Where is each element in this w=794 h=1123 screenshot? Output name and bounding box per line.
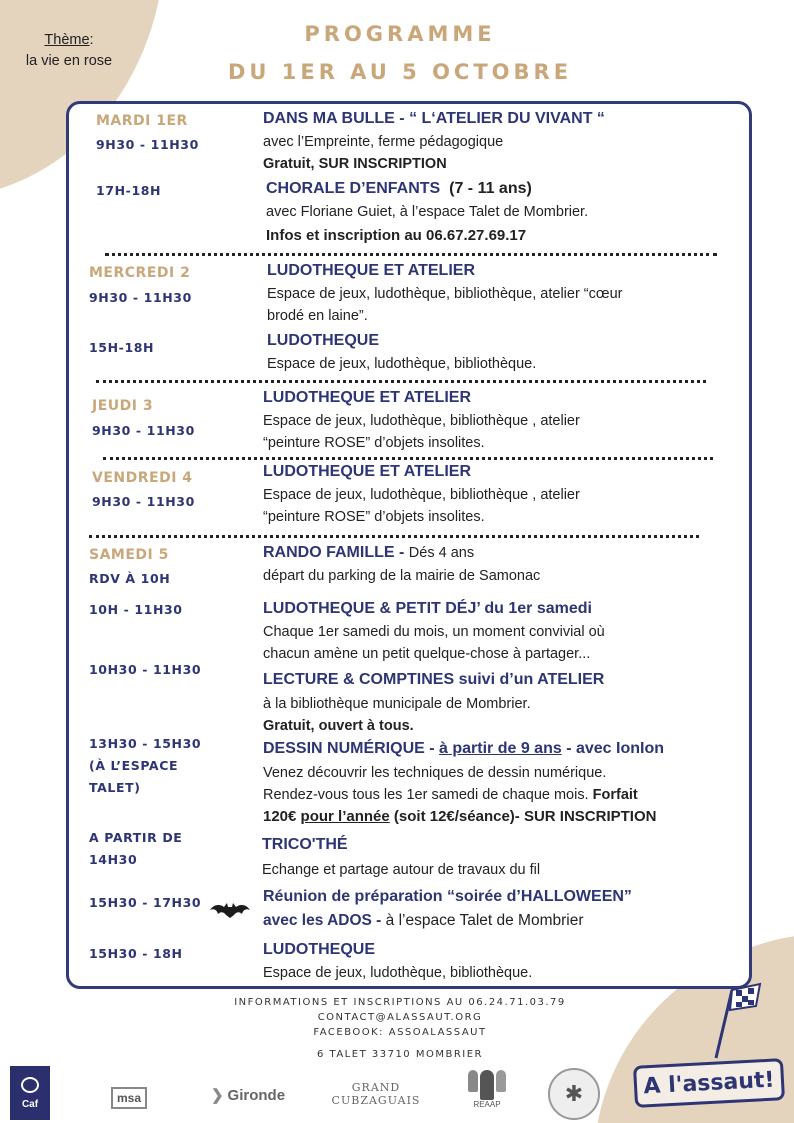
activity-samedi-6-ados: avec les ADOS -: [263, 912, 382, 929]
divider: [96, 380, 706, 383]
activity-mercredi-2-title: LUDOTHEQUE: [267, 332, 379, 349]
activity-samedi-3-title: LECTURE & COMPTINES suivi d’un ATELIER: [263, 671, 605, 688]
msa-logo: [98, 1080, 160, 1116]
activity-samedi-6-line2: [263, 910, 584, 932]
pinwheel-icon: ✱: [564, 1081, 584, 1106]
divider: [103, 457, 713, 460]
activity-samedi-4-host: - avec IonIon: [566, 740, 664, 757]
day-samedi: SAMEDI 5: [89, 547, 169, 563]
footer-phone: INFORMATIONS ET INSCRIPTIONS AU 06.24.71.03.79: [234, 997, 566, 1008]
time-mardi-2: 17H-18H: [96, 183, 162, 198]
activity-samedi-5-line1: Echange et partage autour de travaux du fil: [262, 862, 541, 878]
activity-samedi-1-name: RANDO FAMILLE -: [263, 544, 405, 561]
theme-note: [14, 30, 124, 72]
activity-samedi-4-line2-text: Rendez-vous tous les 1er samedi de chaque mois.: [263, 787, 589, 803]
alassaut-logo: [633, 1058, 785, 1108]
activity-samedi-4-line2: [263, 784, 638, 806]
time-samedi-4-line2: (À L’ESPACE: [89, 758, 179, 773]
activity-samedi-1-title: [263, 544, 474, 562]
reaap-logo: [454, 1062, 520, 1116]
msa-logo-text: msa: [111, 1087, 147, 1109]
activity-samedi-4-forfait: Forfait: [592, 787, 638, 803]
title-programme: PROGRAMME: [304, 22, 496, 46]
activity-mardi-2-title: [266, 180, 532, 198]
time-samedi-6: 15H30 - 17H30: [89, 895, 202, 910]
caf-logo: [10, 1066, 50, 1120]
activity-vendredi-1-line2: “peinture ROSE” d’objets insolites.: [263, 509, 485, 525]
time-vendredi-1: 9H30 - 11H30: [92, 494, 195, 509]
time-mercredi-2: 15H-18H: [89, 340, 155, 355]
people-icon: [468, 1070, 506, 1100]
reaap-logo-text: REAAP: [473, 1099, 501, 1109]
grand-cubzaguais-logo: [326, 1078, 426, 1110]
activity-jeudi-1-line2: “peinture ROSE” d’objets insolites.: [263, 435, 485, 451]
day-vendredi: VENDREDI 4: [92, 470, 193, 486]
time-samedi-7: 15H30 - 18H: [89, 946, 183, 961]
activity-mardi-2-line1: avec Floriane Guiet, à l’espace Talet de Mombrier.: [266, 204, 589, 220]
activity-samedi-4-title: [263, 740, 664, 758]
activity-jeudi-1-title: LUDOTHEQUE ET ATELIER: [263, 389, 471, 406]
day-jeudi: JEUDI 3: [92, 398, 154, 414]
activity-samedi-7-line1: Espace de jeux, ludothèque, bibliothèque.: [263, 965, 533, 981]
caf-logo-text: Caf: [21, 1098, 39, 1110]
time-samedi-2: 10H - 11H30: [89, 602, 183, 617]
time-samedi-4-line3: TALET): [89, 780, 141, 795]
activity-samedi-1-age: Dés 4 ans: [408, 545, 475, 561]
activity-samedi-3-line1: à la bibliothèque municipale de Mombrier.: [263, 696, 531, 712]
time-samedi-3: 10H30 - 11H30: [89, 662, 202, 677]
activity-samedi-2-line2: chacun amène un petit quelque-chose à partager...: [263, 646, 591, 662]
time-mercredi-1: 9H30 - 11H30: [89, 290, 192, 305]
time-samedi-5-line2: 14H30: [89, 852, 138, 867]
activity-samedi-6-title: Réunion de préparation “soirée d’HALLOWEEN”: [263, 888, 632, 905]
activity-mardi-1-title: DANS MA BULLE - “ L‘ATELIER DU VIVANT “: [263, 110, 605, 127]
theme-value: la vie en rose: [25, 53, 113, 69]
divider: [105, 253, 717, 256]
gironde-logo: [200, 1082, 296, 1108]
activity-mercredi-1-title: LUDOTHEQUE ET ATELIER: [267, 262, 475, 279]
theme-label: Thème: [44, 32, 90, 48]
gironde-logo-text: Gironde: [227, 1086, 286, 1104]
caf-emblem-icon: [21, 1077, 39, 1093]
divider: [89, 535, 699, 538]
activity-samedi-1-line1: départ du parking de la mairie de Samonac: [263, 568, 541, 584]
footer-facebook: FACEBOOK: ASSOALASSAUT: [313, 1027, 487, 1038]
activity-mardi-2-age: (7 - 11 ans): [449, 180, 532, 197]
cubzaguais-line2: CUBZAGUAIS: [331, 1094, 421, 1107]
activity-samedi-4-age: à partir de 9 ans: [439, 740, 562, 757]
day-mardi: MARDI 1ER: [96, 113, 188, 129]
activity-mercredi-1-line2: brodé en laine”.: [267, 308, 368, 324]
activity-samedi-2-line1: Chaque 1er samedi du mois, un moment convivial où: [263, 624, 605, 640]
bat-icon: [208, 898, 252, 920]
cubzaguais-line1: GRAND: [351, 1081, 401, 1094]
activity-jeudi-1-line1: Espace de jeux, ludothèque, bibliothèque , atelier: [263, 413, 580, 429]
time-mardi-1: 9H30 - 11H30: [96, 137, 199, 152]
activity-samedi-4-name: DESSIN NUMÉRIQUE -: [263, 740, 435, 757]
activity-samedi-4-price: 120€: [263, 808, 297, 825]
activity-mercredi-2-line1: Espace de jeux, ludothèque, bibliothèque.: [267, 356, 537, 372]
activity-samedi-6-place: à l’espace Talet de Mombrier: [385, 912, 584, 929]
title-dates: DU 1ER AU 5 OCTOBRE: [227, 60, 573, 84]
activity-mardi-1-line1: avec l’Empreinte, ferme pédagogique: [263, 134, 504, 150]
gironde-arrow-icon: ❯: [210, 1087, 224, 1104]
activity-samedi-7-title: LUDOTHEQUE: [263, 941, 375, 958]
theme-colon: :: [89, 32, 94, 48]
flag-icon: [708, 980, 768, 1060]
activity-samedi-4-line1: Venez découvrir les techniques de dessin numérique.: [263, 765, 607, 781]
activity-mardi-2-name: CHORALE D’ENFANTS: [266, 180, 441, 197]
time-samedi-5: [89, 827, 182, 871]
time-samedi-5-line1: A PARTIR DE: [89, 830, 183, 845]
activity-samedi-4-line3: [263, 806, 656, 828]
activity-samedi-3-line2: Gratuit, ouvert à tous.: [263, 718, 414, 734]
alassaut-logo-text: A l'assaut!: [642, 1067, 776, 1099]
activity-samedi-4-period: pour l’année: [300, 808, 390, 825]
pinwheel-logo: [548, 1068, 600, 1120]
time-jeudi-1: 9H30 - 11H30: [92, 423, 195, 438]
activity-mardi-2-line2: Infos et inscription au 06.67.27.69.17: [266, 227, 527, 244]
time-samedi-4-line1: 13H30 - 15H30: [89, 736, 202, 751]
day-mercredi: MERCREDI 2: [89, 265, 191, 281]
activity-mercredi-1-line1: Espace de jeux, ludothèque, bibliothèque, atelier “cœur: [267, 286, 623, 302]
time-samedi-1: RDV À 10H: [89, 571, 171, 586]
activity-vendredi-1-title: LUDOTHEQUE ET ATELIER: [263, 463, 471, 480]
activity-samedi-5-title: TRICO'THÉ: [262, 836, 348, 853]
footer-email: CONTACT@ALASSAUT.ORG: [317, 1012, 483, 1023]
activity-samedi-4-detail: (soit 12€/séance)- SUR INSCRIPTION: [393, 808, 657, 825]
time-samedi-4: [89, 733, 201, 799]
activity-samedi-2-title: LUDOTHEQUE & PETIT DÉJ’ du 1er samedi: [263, 600, 592, 617]
activity-mardi-1-line2: Gratuit, SUR INSCRIPTION: [263, 156, 447, 172]
footer-address: 6 TALET 33710 MOMBRIER: [316, 1049, 484, 1060]
activity-vendredi-1-line1: Espace de jeux, ludothèque, bibliothèque , atelier: [263, 487, 580, 503]
